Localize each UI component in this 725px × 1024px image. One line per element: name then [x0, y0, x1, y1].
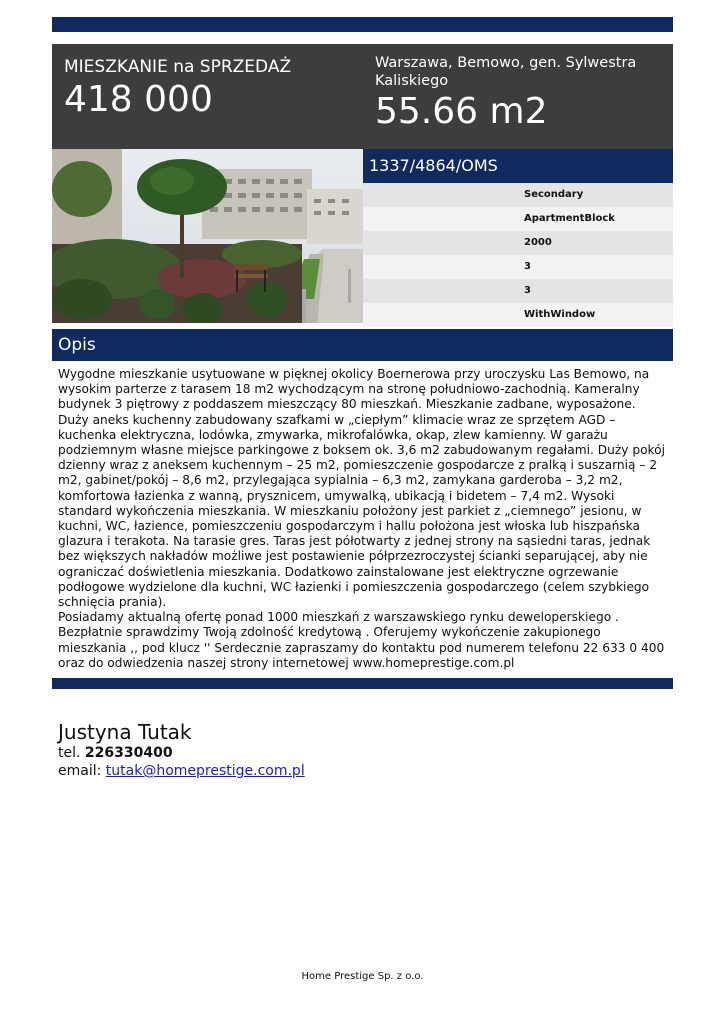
property-details: [363, 149, 673, 327]
description-text: Wygodne mieszkanie usytuowane w pięknej okolicy Boernerowa przy uroczysku Las Bemowo, na wysokim parterze z tarasem 18 m2 wychodzącym na stronę południowo-zachodnią. Kameralny budynek 3 piętrowy z poddaszem mieszczący 80 mieszkań. Mieszkanie zadbane, wyposażone. Duży aneks kuchenny zabudowany szafkami w „ciepłym” klimacie wraz ze sprzętem AGD – kuchenka elektryczna, lodówka, zmywarka, mikrofalówka, okap, zlew kamienny. W garażu podziemnym własne miejsce parkingowe z boksem ok. 3,6 m2 zabudowanym regałami. Duży pokój dzienny wraz z aneksem kuchennym – 25 m2, pomieszczenie gospodarcze z pralką i suszarnią – 2 m2, gabinet/pokój – 8,6 m2, przylegająca sypialnia – 6,3 m2, zamykana garderoba – 3,2 m2, komfortowa łazienka z wanną, prysznicem, umywalką, ubikacją i bidetem – 7,4 m2. Wysoki standard wykończenia mieszkania. W mieszkaniu położony jest parkiet z „ciemnego” jesionu, w kuchni, WC, łazience, pomieszczeniu gospodarczym i hallu położona jest włoska lub hiszpańska glazura i terakota. Na tarasie gres. Taras jest półotwarty z jednej strony na sąsiedni taras, jednak bez większych nakładów możliwe jest postawienie półprzezroczystej ścianki separującej, aby nie ograniczać doświetlenia mieszkania. Dodatkowo zainstalowane jest elektryczne ogrzewanie podłogowe wydzielone dla kuchni, WC łazienki i pomieszczenia gospodarczego (celem szybkiego schnięcia prania). Posiadamy aktualną ofertę ponad 1000 mieszkań z warszawskiego rynku deweloperskiego . Bezpłatnie sprawdzimy Twoją zdolność kredytową . Oferujemy wykończenie zakupionego mieszkania ,, pod klucz '' Serdecznie zapraszamy do kontaktu pod numerem telefonu 22 633 0 400 oraz do odwiedzenia naszej strony internetowej www.homeprestige.com.pl: [58, 367, 665, 670]
description-heading-label: Opis: [58, 335, 96, 355]
price: 418 000: [64, 79, 213, 120]
phone-label: tel.: [58, 745, 81, 761]
email-label: email:: [58, 763, 102, 779]
agent-phone: 226330400: [84, 745, 173, 761]
detail-kitchen: WithWindow: [363, 303, 673, 327]
footer-company: Home Prestige Sp. z o.o.: [301, 971, 424, 982]
area: 55.66 m2: [375, 91, 548, 132]
agent-phone-line: [58, 744, 305, 762]
detail-year-built: 2000: [363, 231, 673, 255]
reference-number: 1337/4864/OMS: [363, 149, 673, 183]
offer-type: MIESZKANIE na SPRZEDAŻ: [64, 57, 292, 77]
description-heading: [52, 329, 673, 361]
location: Warszawa, Bemowo, gen. Sylwestra Kaliskiego: [375, 55, 637, 89]
detail-floor: 3: [363, 279, 673, 303]
detail-market: Secondary: [363, 183, 673, 207]
detail-rooms: 3: [363, 255, 673, 279]
top-accent-bar: [52, 17, 673, 32]
property-photo-image: [52, 149, 363, 323]
agent-name: Justyna Tutak: [58, 720, 192, 744]
property-photo: [52, 149, 363, 323]
detail-building-type: ApartmentBlock: [363, 207, 673, 231]
listing-header: [52, 44, 673, 149]
agent-contact: [58, 720, 305, 780]
agent-email-line: [58, 762, 305, 780]
bottom-accent-bar: [52, 678, 673, 689]
agent-email-link[interactable]: tutak@homeprestige.com.pl: [105, 763, 305, 779]
price-block: [64, 56, 291, 122]
location-block: [375, 54, 665, 134]
